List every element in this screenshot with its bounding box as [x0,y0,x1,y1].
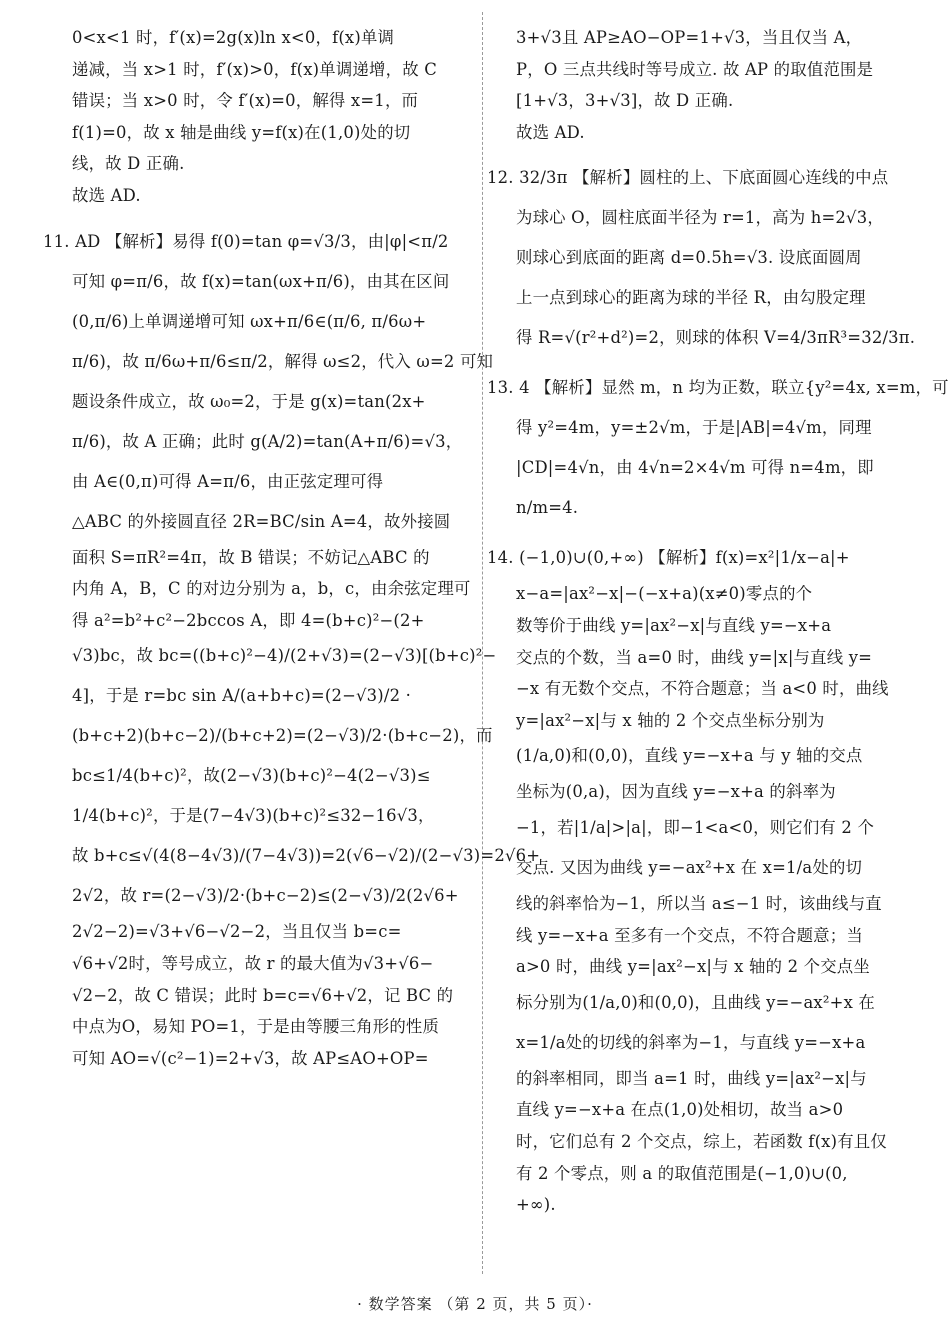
text-line: 中点为O，易知 PO=1，于是由等腰三角形的性质 [72,1017,440,1037]
text-line: 标分别为(1/a,0)和(0,0)，且曲线 y=−ax²+x 在 [516,992,876,1012]
text-line: 得 R=√(r²+d²)=2，则球的体积 V=4/3πR³=32/3π. [516,328,916,348]
text-line: −x 有无数个交点，不符合题意；当 a<0 时，曲线 [516,679,889,699]
text-line: 数等价于曲线 y=|ax²−x|与直线 y=−x+a [516,615,832,635]
text-line: 可知 φ=π/6，故 f(x)=tan(ωx+π/6)，由其在区间 [72,271,450,291]
text-line: 错误；当 x>0 时，令 f′(x)=0，解得 x=1，而 [72,91,419,111]
text-line: 得 y²=4m，y=±2√m，于是|AB|=4√m，同理 [516,418,872,438]
text-line: 4]，于是 r=bc sin A/(a+b+c)=(2−√3)/2 · [72,686,412,706]
text-line: [1+√3，3+√3]，故 D 正确. [516,91,734,111]
text-line: f(1)=0，故 x 轴是曲线 y=f(x)在(1,0)处的切 [72,122,411,142]
text-line: 故 b+c≤√(4(8−4√3)/(7−4√3))=2(√6−√2)/(2−√3)=2√6+ [72,846,541,866]
text-line: 则球心到底面的距离 d=0.5h=√3. 设底面圆周 [516,248,862,268]
text-line: 坐标为(0,a)，因为直线 y=−x+a 的斜率为 [516,782,836,802]
text-line: 得 a²=b²+c²−2bccos A，即 4=(b+c)²−(2+ [72,610,425,630]
column-divider [482,12,483,1274]
text-line: 交点. 又因为曲线 y=−ax²+x 在 x=1/a处的切 [516,857,863,877]
text-line: +∞). [516,1195,556,1215]
right-column [487,22,949,1221]
text-line: 交点的个数，当 a=0 时，曲线 y=|x|与直线 y= [516,647,873,667]
text-line: a>0 时，曲线 y=|ax²−x|与 x 轴的 2 个交点坐 [516,957,870,977]
question-12-start: 12. 32/3π 【解析】圆柱的上、下底面圆心连线的中点 [487,168,889,188]
text-line: 1/4(b+c)²，于是(7−4√3)(b+c)²≤32−16√3， [72,806,435,826]
text-line: (1/a,0)和(0,0)，直线 y=−x+a 与 y 轴的交点 [516,746,863,766]
text-line: π/6)，故 π/6ω+π/6≤π/2，解得 ω≤2，代入 ω=2 可知 [72,351,494,371]
text-line: n/m=4. [516,498,579,518]
text-line: (0,π/6)上单调递增可知 ωx+π/6∈(π/6, π/6ω+ [72,311,427,331]
text-line: 线 y=−x+a 至多有一个交点，不符合题意；当 [516,925,863,945]
text-line: x=1/a处的切线的斜率为−1，与直线 y=−x+a [516,1032,866,1052]
text-line: 线，故 D 正确. [72,154,185,174]
text-line: 0<x<1 时，f′(x)=2g(x)ln x<0，f(x)单调 [72,28,395,47]
question-13-start: 13. 4 【解析】显然 m，n 均为正数，联立{y²=4x, x=m，可 [487,378,949,398]
text-line: 内角 A，B，C 的对边分别为 a，b，c，由余弦定理可 [72,579,471,599]
text-line: −1，若|1/a|>|a|，即−1<a<0，则它们有 2 个 [516,817,875,837]
text-line: bc≤1/4(b+c)²，故(2−√3)(b+c)²−4(2−√3)≤ [72,766,431,786]
text-line: 有 2 个零点，则 a 的取值范围是(−1,0)∪(0, [516,1163,848,1183]
text-line: (b+c+2)(b+c−2)/(b+c+2)=(2−√3)/2·(b+c−2)，而 [72,726,493,746]
text-line: 可知 AO=√(c²−1)=2+√3，故 AP≤AO+OP= [72,1048,429,1068]
text-line: √3)bc，故 bc=((b+c)²−4)/(2+√3)=(2−√3)[(b+c)²− [72,646,497,666]
text-line: 线的斜率恰为−1，所以当 a≤−1 时，该曲线与直 [516,893,882,913]
text-line: 3+√3且 AP≥AO−OP=1+√3，当且仅当 A， [516,28,863,47]
text-line: π/6)，故 A 正确；此时 g(A/2)=tan(A+π/6)=√3， [72,431,463,451]
text-line: 直线 y=−x+a 在点(1,0)处相切，故当 a>0 [516,1100,844,1120]
question-14-start: 14. (−1,0)∪(0,+∞) 【解析】f(x)=x²|1/x−a|+ [487,548,850,568]
text-line: 面积 S=πR²=4π，故 B 错误；不妨记△ABC 的 [72,547,430,567]
text-line: P，O 三点共线时等号成立. 故 AP 的取值范围是 [516,59,874,79]
text-line: √2−2，故 C 错误；此时 b=c=√6+√2，记 BC 的 [72,985,454,1005]
text-line: x−a=|ax²−x|−(−x+a)(x≠0)零点的个 [516,584,813,604]
left-column [43,22,541,1074]
text-line: √6+√2时，等号成立，故 r 的最大值为√3+√6− [72,953,434,973]
text-line: 故选 AD. [72,185,141,205]
text-line: 递减，当 x>1 时，f′(x)>0，f(x)单调递增，故 C [72,59,437,79]
text-line: y=|ax²−x|与 x 轴的 2 个交点坐标分别为 [516,710,825,730]
text-line: 的斜率相同，即当 a=1 时，曲线 y=|ax²−x|与 [516,1068,867,1088]
text-line: 2√2−2)=√3+√6−√2−2，当且仅当 b=c= [72,922,402,942]
text-line: |CD|=4√n，由 4√n=2×4√m 可得 n=4m，即 [516,458,874,478]
text-line: 为球心 O，圆柱底面半径为 r=1，高为 h=2√3， [516,208,884,228]
page-footer: · 数学答案 （第 2 页，共 5 页）· [357,1295,593,1313]
text-line: 故选 AD. [516,122,585,142]
text-line: △ABC 的外接圆直径 2R=BC/sin A=4，故外接圆 [72,511,451,531]
text-line: 上一点到球心的距离为球的半径 R，由勾股定理 [516,288,866,308]
text-line: 2√2，故 r=(2−√3)/2·(b+c−2)≤(2−√3)/2(2√6+ [72,886,459,906]
text-line: 由 A∈(0,π)可得 A=π/6，由正弦定理可得 [72,471,384,491]
question-11-start: 11. AD 【解析】易得 f(0)=tan φ=√3/3，由|φ|<π/2 [43,231,449,251]
text-line: 题设条件成立，故 ω₀=2，于是 g(x)=tan(2x+ [72,391,426,411]
text-line: 时，它们总有 2 个交点，综上，若函数 f(x)有且仅 [516,1131,887,1151]
